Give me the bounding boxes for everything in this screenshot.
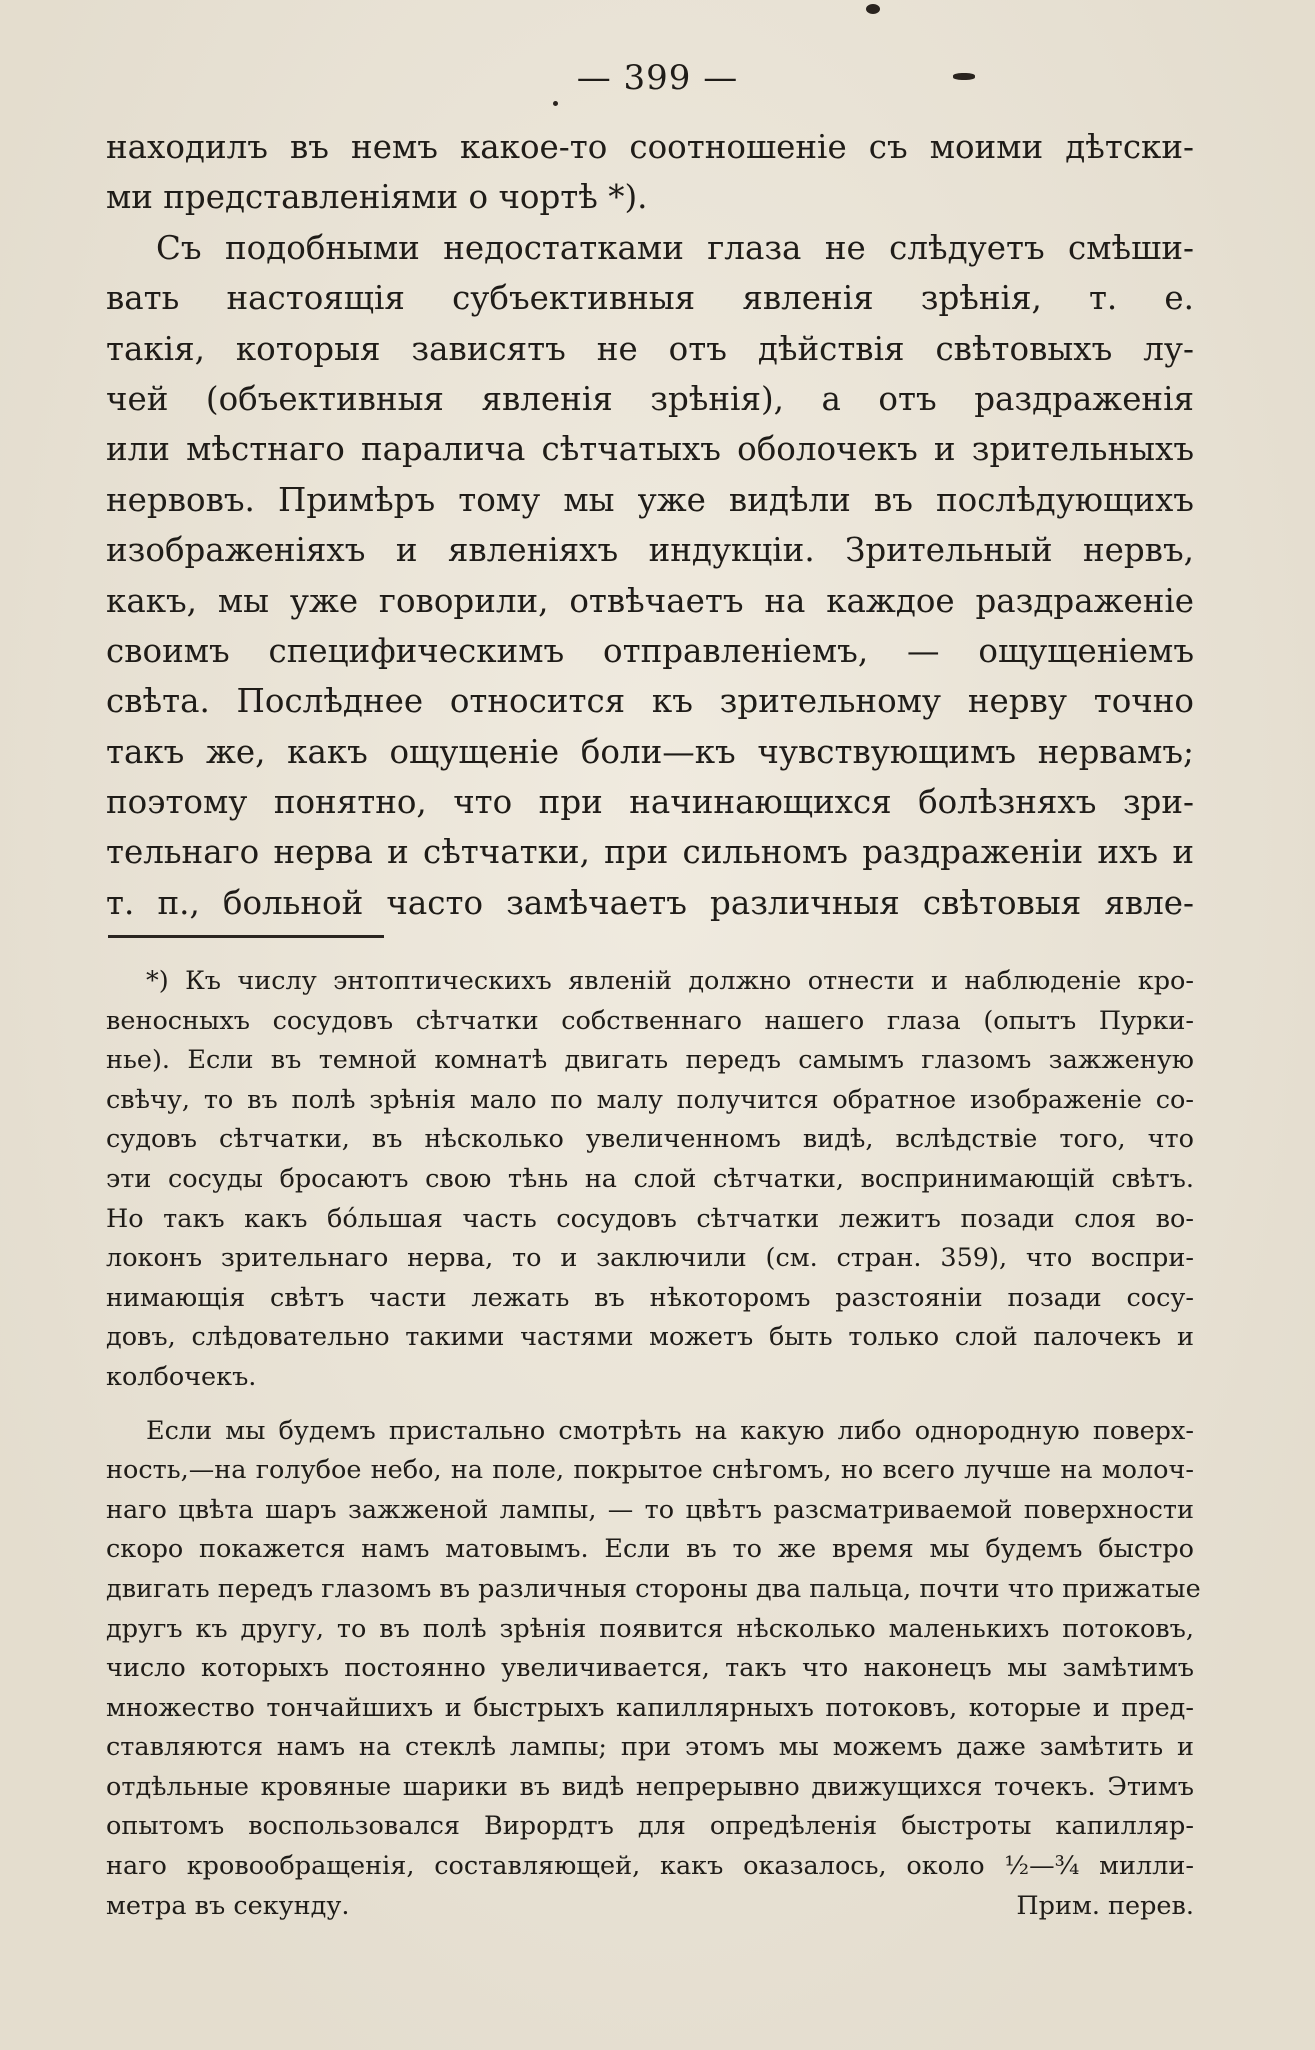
page-number: — 399 — [576,58,739,98]
text-line: изображеніяхъ и явленіяхъ индукціи. Зрительный нервъ, [106,531,1194,570]
footnote-line: ность,—на голубое небо, на поле, покрытое снѣгомъ, но всего лучше на молоч- [106,1455,1194,1486]
text-line: ми представленіями о чортѣ *). [106,178,648,217]
footnote-line: ставляются намъ на стеклѣ лампы; при этомъ мы можемъ даже замѣтить и [106,1732,1194,1763]
footnote-line: отдѣльные кровяные шарики въ видѣ непрерывно движущихся точекъ. Этимъ [106,1771,1194,1802]
text-line: поэтому понятно, что при начинающихся болѣзняхъ зри- [106,783,1194,822]
footnote-line: множество тончайшихъ и быстрыхъ капиллярныхъ потоковъ, которые и пред- [106,1692,1194,1723]
footnote-block [106,962,1201,1926]
main-text-block [106,122,1194,928]
footnote-line: судовъ сѣтчатки, въ нѣсколько увеличенномъ видѣ, вслѣдствіе того, что [106,1124,1194,1155]
footnote-line: метра въ секунду. [106,1890,350,1921]
text-line: такія, которыя зависятъ не отъ дѣйствія свѣтовыхъ лу- [106,329,1194,368]
footnote-line: Но такъ какъ бо́льшая часть сосудовъ сѣтчатки лежитъ позади слоя во- [106,1203,1194,1234]
footnote-line: число которыхъ постоянно увеличивается, такъ что наконецъ мы замѣтимъ [106,1653,1194,1684]
text-line: какъ, мы уже говорили, отвѣчаетъ на каждое раздраженіе [106,581,1194,620]
text-line: или мѣстнаго паралича сѣтчатыхъ оболочекъ и зрительныхъ [106,430,1194,469]
footnote-line: довъ, слѣдовательно такими частями можетъ быть только слой палочекъ и [106,1322,1194,1353]
footnote-line: другъ къ другу, то въ полѣ зрѣнія появится нѣсколько маленькихъ потоковъ, [106,1613,1194,1644]
text-line: такъ же, какъ ощущеніе боли—къ чувствующимъ нервамъ; [106,732,1194,771]
text-line: вать настоящія субъективныя явленія зрѣнія, т. е. [106,279,1194,318]
footnote-line: свѣчу, то въ полѣ зрѣнія мало по малу получится обратное изображеніе со- [106,1084,1194,1115]
footnote-line: колбочекъ. [106,1361,257,1392]
footnote-line: локонъ зрительнаго нерва, то и заключили (см. стран. 359), что воспри- [106,1243,1194,1274]
footnote-line: опытомъ воспользовался Вирордтъ для опредѣленія быстроты капилляр- [106,1811,1194,1842]
text-line: находилъ въ немъ какое-то соотношеніе съ моими дѣтски- [106,128,1194,166]
footnote-line: наго цвѣта шаръ зажженой лампы, — то цвѣтъ разсматриваемой поверхности [106,1494,1194,1525]
footnote-line: нье). Если въ темной комнатѣ двигать передъ самымъ глазомъ зажженую [106,1045,1194,1076]
text-line: свѣта. Послѣднее относится къ зрительному нерву точно [106,682,1194,721]
footnote-line: двигать передъ глазомъ въ различныя стороны два пальца, почти что прижатые [106,1573,1201,1604]
text-line: своимъ специфическимъ отправленіемъ, — ощущеніемъ [106,631,1194,670]
footnote-line: эти сосуды бросаютъ свою тѣнь на слой сѣтчатки, воспринимающій свѣтъ. [106,1163,1194,1194]
ink-blot-top [866,4,880,14]
text-line: тельнаго нерва и сѣтчатки, при сильномъ раздраженіи ихъ и [106,833,1194,872]
footnote-line: Если мы будемъ пристально смотрѣть на какую либо однородную поверх- [146,1415,1194,1446]
footnote-divider [108,935,384,938]
footnote-line: веносныхъ сосудовъ сѣтчатки собственнаго нашего глаза (опытъ Пурки- [106,1005,1194,1036]
footnote-line: нимающія свѣтъ части лежать въ нѣкоторомъ разстояніи позади сосу- [106,1282,1194,1313]
footnote-line: скоро покажется намъ матовымъ. Если въ то же время мы будемъ быстро [106,1534,1194,1565]
text-line: чей (объективныя явленія зрѣнія), а отъ раздраженія [106,379,1194,418]
footnote-line: наго кровообращенія, составляющей, какъ оказалось, около ½—¾ милли- [106,1851,1194,1882]
text-line: нервовъ. Примѣръ тому мы уже видѣли въ послѣдующихъ [106,480,1194,519]
translator-note-signature: Прим. перев. [1016,1890,1194,1921]
text-line: Съ подобными недостатками глаза не слѣдуетъ смѣши- [156,228,1194,267]
footnote-last-line [106,1887,1194,1927]
text-line: т. п., больной часто замѣчаетъ различныя свѣтовыя явле- [106,883,1194,922]
ink-dot [553,101,558,106]
footnote-line: *) Къ числу энтоптическихъ явленій должно отнести и наблюденіе кро- [146,966,1194,996]
